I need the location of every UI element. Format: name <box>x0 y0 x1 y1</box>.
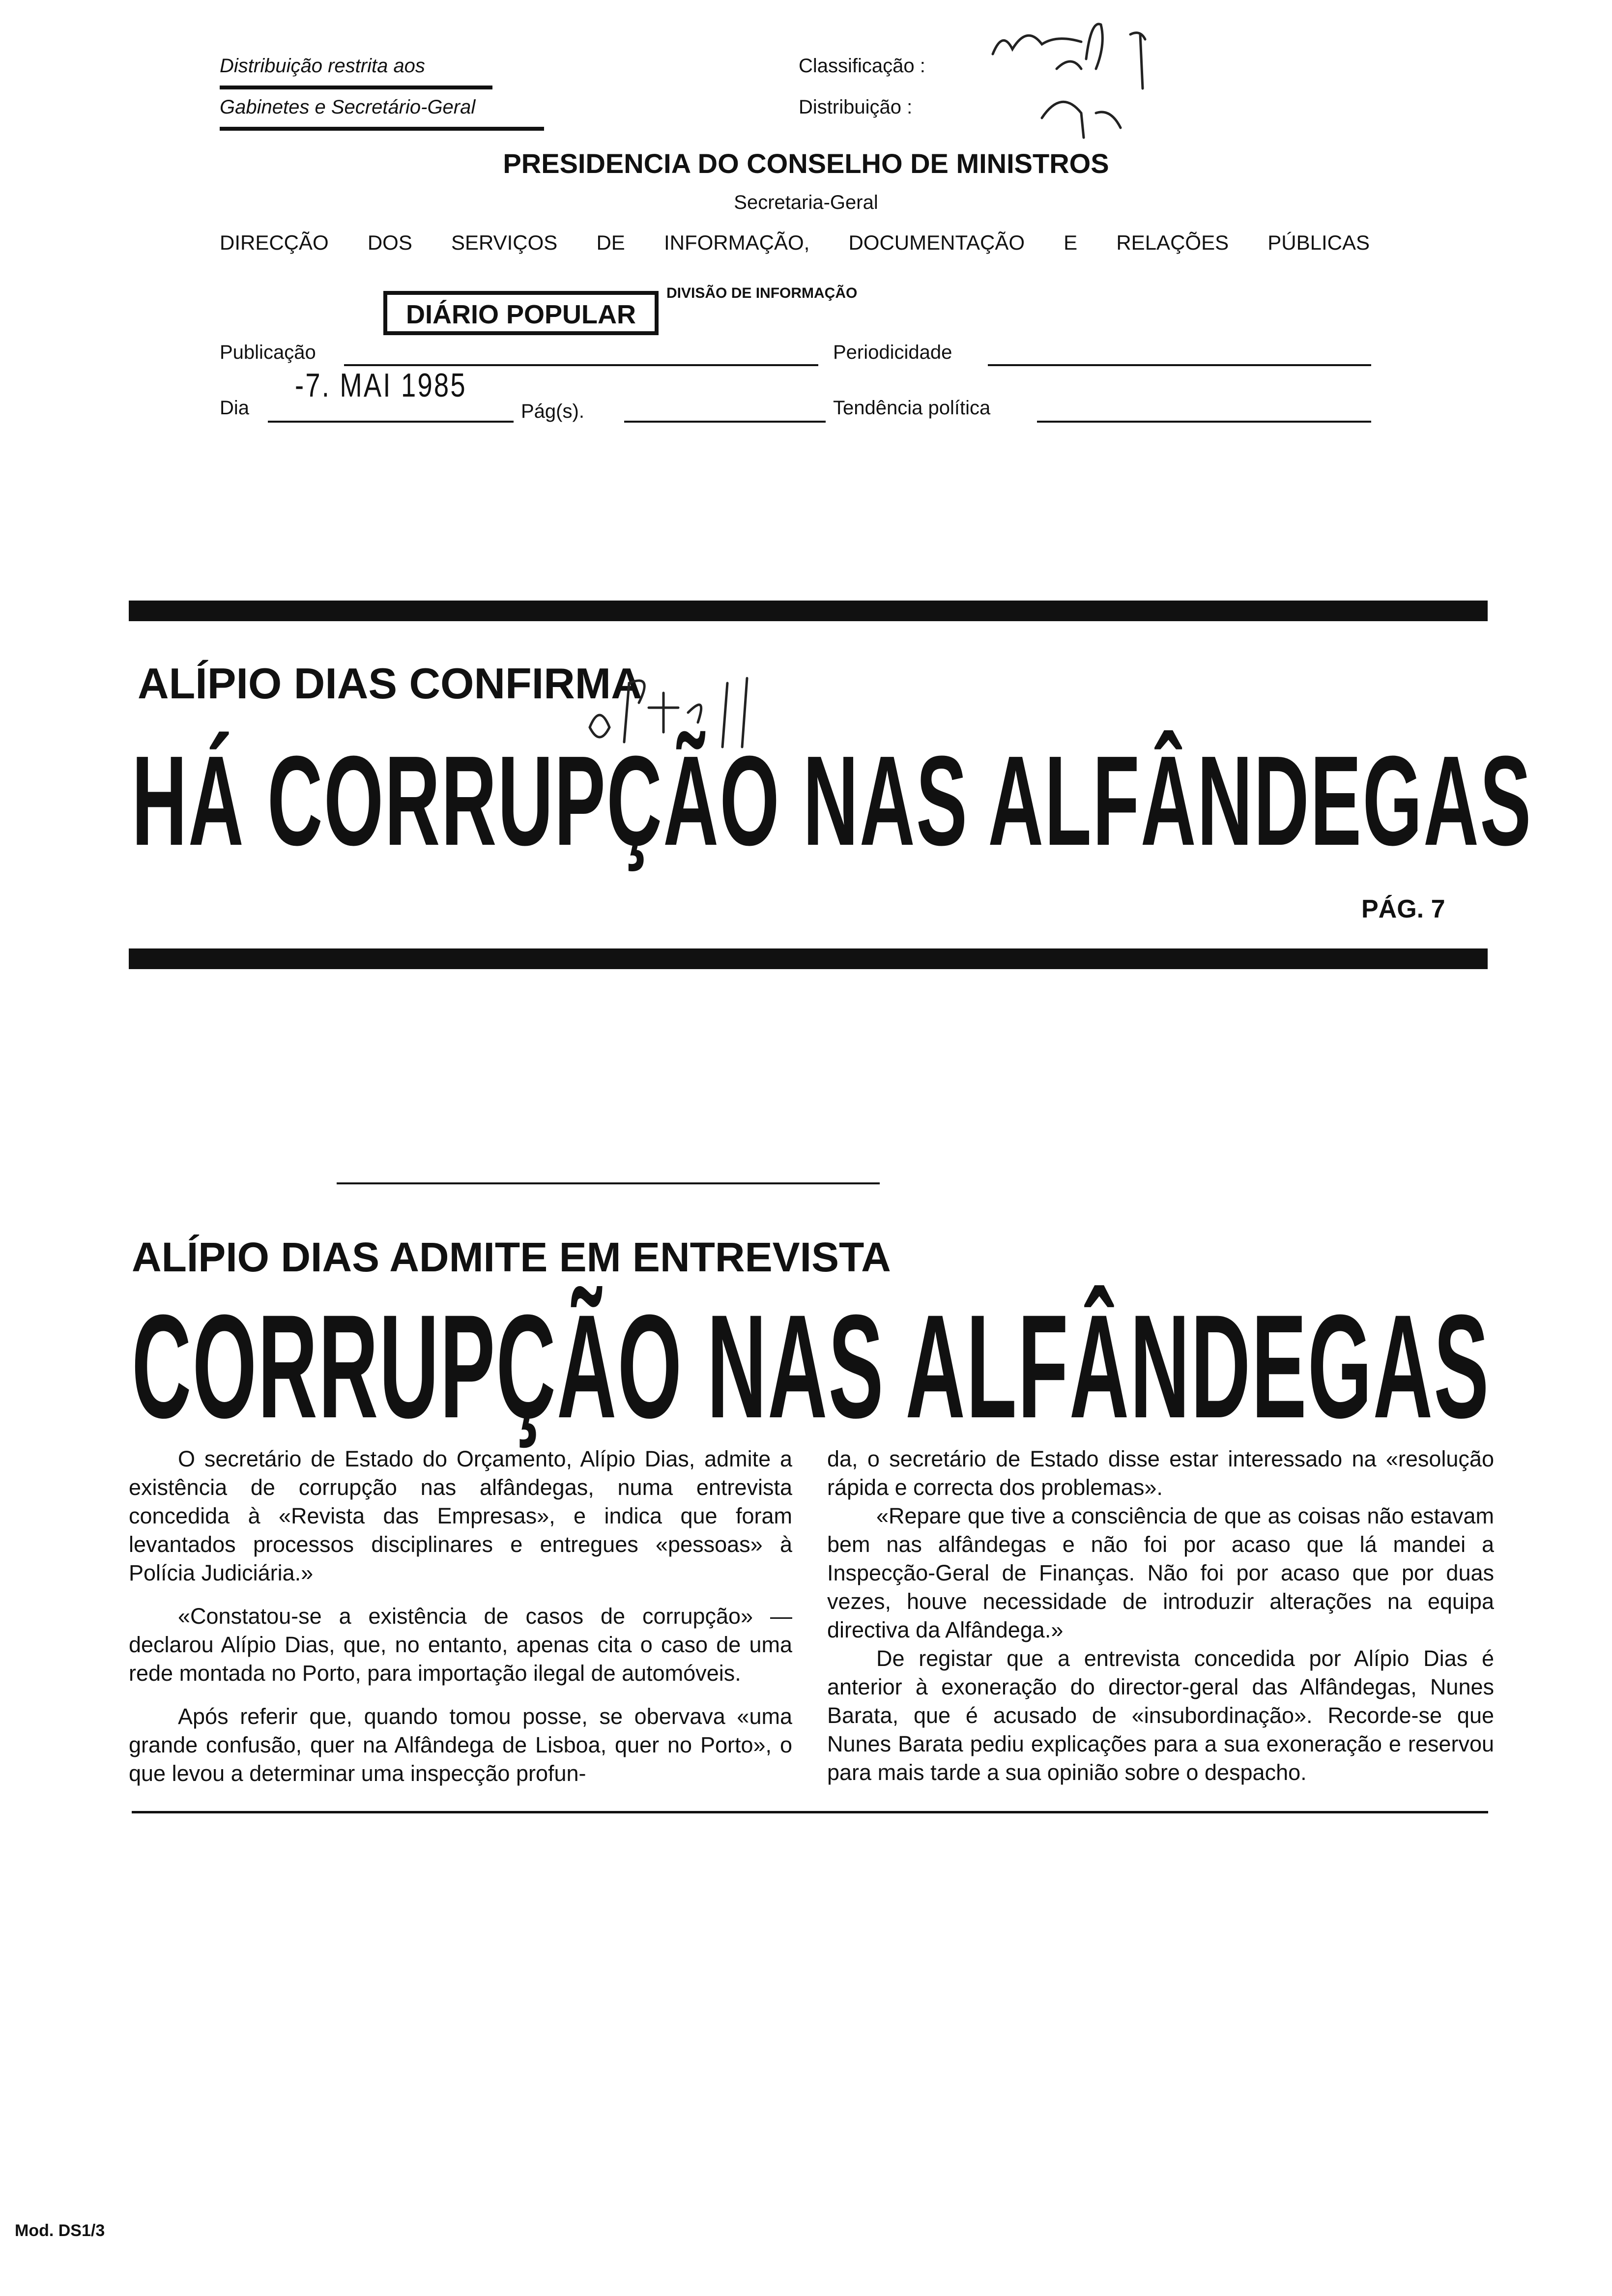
publication-label: Publicação <box>220 342 316 363</box>
article-left-column <box>129 1445 792 1788</box>
underline <box>220 86 492 89</box>
paragraph: «Repare que tive a consciência de que as coisas não estavam bem nas alfândegas e não foi por acaso que lá mandei a Inspecção-Geral de Finanças. Não foi por acaso que por duas vezes, houve necessidade de introduzir alterações na equipa directiva da Alfândega.» <box>827 1503 1494 1642</box>
front-kicker: ALÍPIO DIAS CONFIRMA <box>138 659 642 708</box>
underline <box>220 127 544 131</box>
article-headline: CORRUPÇÃO NAS ALFÂNDEGAS <box>132 1284 1490 1449</box>
paragraph: De registar que a entrevista concedida por Alípio Dias é anterior à exoneração do director-geral das Alfândegas, Nunes Barata, que é acusado de «insubordinação». Recorde-se que Nunes Barata pediu explicações para a sua exoneração e reservou para mais tarde a sua opinião sobre o despacho. <box>827 1646 1494 1785</box>
paragraph: «Constatou-se a existência de casos de corrupção» — declarou Alípio Dias, que, no entanto, apenas cita o caso de uma rede montada no Porto, para importação ilegal de automóveis. <box>129 1604 792 1686</box>
page-reference: PÁG. 7 <box>1361 895 1445 923</box>
classification-label: Classificação : <box>799 55 925 77</box>
subtitle: Secretaria-Geral <box>734 192 878 213</box>
paragraph: O secretário de Estado do Orçamento, Alípio Dias, admite a existência de corrupção nas alfândegas, numa entrevista concedida à «Revista das Empresas», e indica que foram levantados processos disciplinares e entregues «pessoas» à Polícia Judiciária.» <box>129 1446 792 1585</box>
pages-label: Pág(s). <box>521 401 584 422</box>
article-right-column <box>827 1445 1494 1787</box>
division-label: DIVISÃO DE INFORMAÇÃO <box>666 285 858 301</box>
thick-rule <box>129 601 1488 621</box>
front-headline: HÁ CORRUPÇÃO NAS ALFÂNDEGAS <box>132 730 1532 872</box>
page-title: PRESIDENCIA DO CONSELHO DE MINISTROS <box>503 148 1109 179</box>
date-stamp: -7. MAI 1985 <box>295 367 467 404</box>
paragraph: da, o secretário de Estado disse estar interessado na «resolução rápida e correcta dos problemas». <box>827 1446 1494 1500</box>
thin-rule <box>337 1182 880 1184</box>
periodicity-field <box>988 346 1371 366</box>
day-label: Dia <box>220 397 250 419</box>
bottom-rule <box>132 1811 1488 1813</box>
article-kicker: ALÍPIO DIAS ADMITE EM ENTREVISTA <box>132 1234 891 1280</box>
form-code: Mod. DS1/3 <box>15 2221 105 2240</box>
distribution-restricted-label: Distribuição restrita aos <box>220 55 425 77</box>
directorate: DIRECÇÃO DOS SERVIÇOS DE INFORMAÇÃO, DOCUMENTAÇÃO E RELAÇÕES PÚBLICAS <box>220 231 1370 254</box>
tendency-label: Tendência política <box>833 397 991 419</box>
handwritten-annotation <box>580 654 786 752</box>
periodicity-label: Periodicidade <box>833 342 952 363</box>
thick-rule <box>129 948 1488 969</box>
publication-stamp: DIÁRIO POPULAR <box>383 291 659 335</box>
paragraph: Após referir que, quando tomou posse, se obervava «uma grande confusão, quer na Alfândega de Lisboa, quer no Porto», o que levou a determinar uma inspecção profun- <box>129 1704 792 1786</box>
day-field <box>268 403 514 423</box>
distribution-label: Distribuição : <box>799 96 913 118</box>
publication-field <box>344 346 818 366</box>
handwritten-annotation <box>983 15 1524 143</box>
tendency-field <box>1037 403 1371 423</box>
pages-field <box>624 403 826 423</box>
distribution-recipients-label: Gabinetes e Secretário-Geral <box>220 96 476 118</box>
